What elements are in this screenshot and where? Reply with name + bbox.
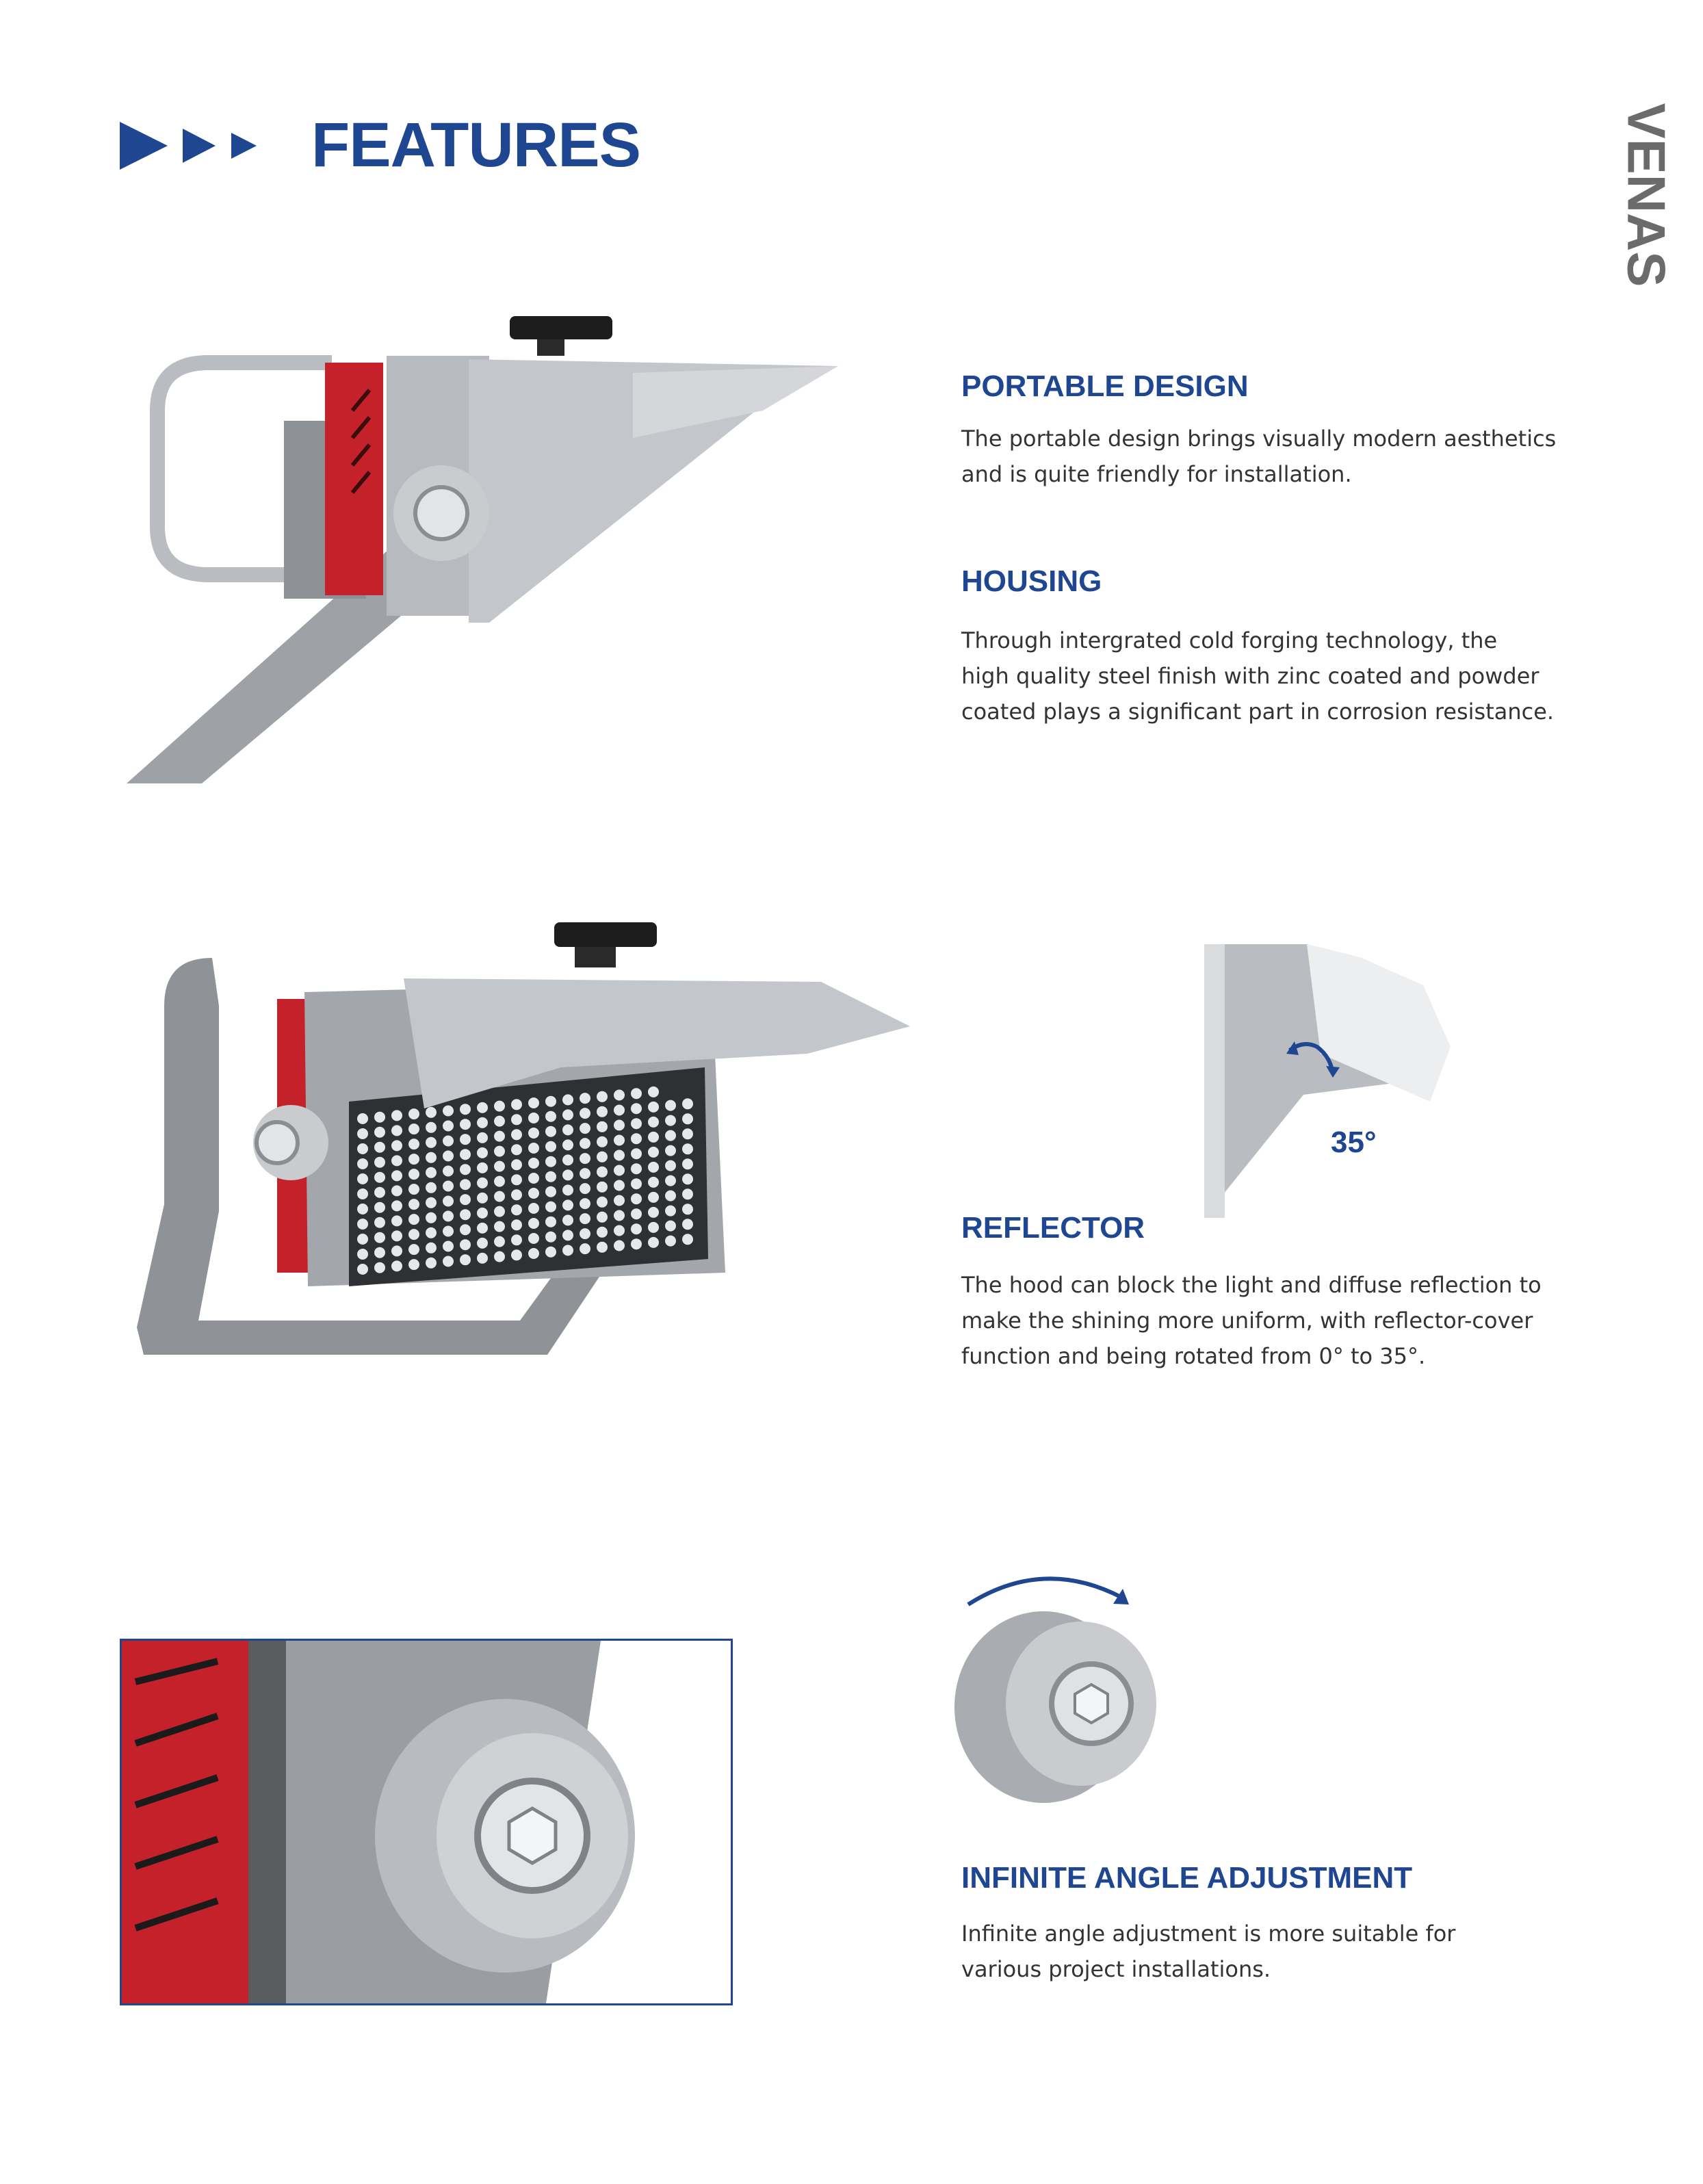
led-dot	[545, 1141, 556, 1152]
led-dot	[648, 1237, 659, 1248]
led-dot	[682, 1204, 693, 1214]
brand-logo	[1615, 103, 1677, 287]
led-dot	[562, 1169, 573, 1180]
led-dot	[562, 1214, 573, 1225]
led-dot	[545, 1111, 556, 1122]
led-dot	[682, 1113, 693, 1124]
led-dot	[511, 1114, 522, 1125]
led-dot	[682, 1219, 693, 1230]
text-line: coated plays a significant part in corrosion resistance.	[961, 699, 1555, 725]
led-dot	[511, 1129, 522, 1140]
led-dot	[580, 1243, 590, 1254]
led-dot	[477, 1208, 488, 1219]
led-dot	[614, 1210, 625, 1221]
led-dot	[631, 1103, 642, 1114]
led-dot	[597, 1242, 608, 1253]
angle-adjustment-knob-image	[954, 1567, 1173, 1813]
led-dot	[460, 1239, 471, 1250]
led-dot	[374, 1232, 385, 1243]
led-dot	[374, 1202, 385, 1213]
led-dot	[408, 1108, 419, 1119]
led-dot	[511, 1144, 522, 1155]
led-dot	[391, 1245, 402, 1256]
led-dot	[528, 1128, 539, 1139]
led-dot	[357, 1113, 368, 1124]
led-dot	[580, 1213, 590, 1224]
led-dot	[545, 1171, 556, 1182]
led-dot	[357, 1249, 368, 1260]
led-dot	[580, 1093, 590, 1104]
led-dot	[580, 1108, 590, 1119]
led-dot	[614, 1150, 625, 1161]
led-dot	[682, 1158, 693, 1169]
led-dot	[511, 1204, 522, 1215]
led-dot	[614, 1195, 625, 1206]
page-title: FEATURES	[311, 110, 640, 180]
led-dot	[511, 1234, 522, 1245]
led-dot	[460, 1104, 471, 1115]
led-dot	[597, 1167, 608, 1178]
led-dot	[511, 1189, 522, 1200]
led-dot	[494, 1146, 505, 1157]
led-dot	[648, 1117, 659, 1128]
led-dot	[426, 1137, 437, 1148]
led-dot	[357, 1128, 368, 1139]
led-dot	[682, 1098, 693, 1109]
led-dot	[391, 1155, 402, 1166]
led-dot	[648, 1087, 659, 1097]
led-dot	[580, 1138, 590, 1149]
led-dot	[443, 1106, 454, 1117]
led-dot	[374, 1262, 385, 1273]
led-dot	[374, 1157, 385, 1168]
led-dot	[665, 1236, 676, 1247]
led-dot	[562, 1109, 573, 1120]
text-line: function and being rotated from 0° to 35°.	[961, 1343, 1426, 1369]
feature-heading-angle-adjustment: INFINITE ANGLE ADJUSTMENT	[961, 1861, 1413, 1895]
led-dot	[545, 1201, 556, 1212]
text-line: The portable design brings visually modern aesthetics	[961, 426, 1557, 452]
led-dot	[648, 1132, 659, 1143]
text-line: make the shining more uniform, with reflector-cover	[961, 1308, 1533, 1334]
led-dot	[426, 1107, 437, 1118]
led-dot	[580, 1168, 590, 1179]
led-dot	[391, 1185, 402, 1196]
led-dot	[477, 1117, 488, 1128]
led-dot	[648, 1162, 659, 1173]
led-dot	[426, 1212, 437, 1223]
led-dot	[545, 1247, 556, 1258]
led-dot	[665, 1115, 676, 1126]
led-dot	[682, 1128, 693, 1139]
led-dot	[426, 1243, 437, 1253]
led-dot	[562, 1154, 573, 1165]
led-dot	[562, 1124, 573, 1135]
header-arrows-icon	[120, 122, 281, 170]
led-dot	[665, 1100, 676, 1111]
text-line: Infinite angle adjustment is more suitable for	[961, 1921, 1456, 1947]
led-dot	[597, 1121, 608, 1132]
led-dot	[631, 1178, 642, 1189]
led-dot	[545, 1217, 556, 1227]
led-dot	[528, 1248, 539, 1259]
led-dot	[408, 1154, 419, 1165]
led-dot	[648, 1147, 659, 1158]
led-dot	[374, 1112, 385, 1123]
led-dot	[460, 1119, 471, 1130]
led-dot	[357, 1219, 368, 1230]
led-dot	[648, 1207, 659, 1218]
led-dot	[460, 1134, 471, 1145]
led-dot	[408, 1214, 419, 1225]
led-dot	[357, 1204, 368, 1214]
led-dot	[580, 1198, 590, 1209]
led-dot	[391, 1260, 402, 1271]
led-dot	[443, 1181, 454, 1192]
led-dot	[511, 1159, 522, 1170]
led-dot	[648, 1177, 659, 1188]
led-dot	[597, 1182, 608, 1193]
led-dot	[391, 1230, 402, 1241]
feature-body-angle-adjustment	[961, 1916, 1577, 1987]
led-dot	[426, 1152, 437, 1163]
led-dot	[443, 1136, 454, 1147]
text-line: The hood can block the light and diffuse reflection to	[961, 1272, 1542, 1298]
floodlight-front-view-image	[137, 917, 937, 1382]
brand-logo-text: VENAS	[1616, 103, 1677, 287]
led-dot	[408, 1199, 419, 1210]
led-dot	[511, 1249, 522, 1260]
led-dot	[494, 1236, 505, 1247]
led-dot	[494, 1116, 505, 1127]
floodlight-side-view-image	[127, 301, 845, 794]
led-dot	[408, 1123, 419, 1134]
led-dot	[614, 1120, 625, 1131]
led-dot	[511, 1219, 522, 1230]
led-dot	[443, 1211, 454, 1222]
led-dot	[631, 1088, 642, 1099]
led-dot	[614, 1090, 625, 1101]
led-dot	[426, 1227, 437, 1238]
led-dot	[528, 1203, 539, 1214]
led-dot	[460, 1194, 471, 1205]
led-dot	[391, 1215, 402, 1226]
led-dot	[443, 1151, 454, 1162]
led-dot	[443, 1241, 454, 1252]
led-dot	[460, 1179, 471, 1190]
led-dot	[528, 1158, 539, 1169]
text-line: high quality steel finish with zinc coated and powder	[961, 663, 1539, 689]
led-dot	[580, 1183, 590, 1194]
led-dot	[494, 1176, 505, 1187]
led-dot	[443, 1196, 454, 1207]
led-dot	[357, 1173, 368, 1184]
led-dot	[545, 1186, 556, 1197]
led-dot	[443, 1121, 454, 1132]
led-dot	[580, 1153, 590, 1164]
led-dot	[477, 1238, 488, 1249]
led-dot	[494, 1131, 505, 1142]
led-dot	[511, 1099, 522, 1110]
led-dot	[528, 1173, 539, 1184]
led-dot	[426, 1258, 437, 1269]
led-dot	[494, 1101, 505, 1112]
led-dot	[477, 1253, 488, 1264]
led-dot	[511, 1174, 522, 1185]
led-dot	[391, 1140, 402, 1151]
led-dot	[648, 1192, 659, 1203]
led-dot	[426, 1167, 437, 1178]
led-dot	[374, 1172, 385, 1183]
led-dot	[562, 1245, 573, 1256]
feature-heading-portable-design: PORTABLE DESIGN	[961, 369, 1249, 403]
led-dot	[580, 1123, 590, 1134]
led-dot	[528, 1188, 539, 1199]
led-dot	[408, 1184, 419, 1195]
led-dot	[374, 1127, 385, 1138]
led-dot	[562, 1139, 573, 1150]
led-dot	[357, 1143, 368, 1154]
led-dot	[665, 1160, 676, 1171]
led-dot	[545, 1232, 556, 1243]
led-dot	[665, 1175, 676, 1186]
led-dot	[682, 1188, 693, 1199]
led-dot	[614, 1180, 625, 1191]
feature-heading-reflector: REFLECTOR	[961, 1211, 1145, 1245]
led-dot	[477, 1193, 488, 1204]
led-dot	[391, 1125, 402, 1136]
led-dot	[545, 1096, 556, 1107]
led-dot	[562, 1199, 573, 1210]
led-dot	[631, 1238, 642, 1249]
led-dot	[528, 1113, 539, 1123]
led-dot	[426, 1197, 437, 1208]
text-line: various project installations.	[961, 1956, 1271, 1982]
led-dot	[357, 1188, 368, 1199]
led-dot	[528, 1233, 539, 1244]
led-dot	[391, 1110, 402, 1121]
led-dot	[494, 1206, 505, 1217]
led-dot	[374, 1142, 385, 1153]
led-dot	[357, 1158, 368, 1169]
led-dot	[614, 1165, 625, 1176]
led-dot	[477, 1102, 488, 1113]
led-dot	[528, 1218, 539, 1229]
led-dot	[408, 1169, 419, 1180]
led-dot	[631, 1163, 642, 1174]
led-dot	[597, 1152, 608, 1162]
led-dot	[494, 1251, 505, 1262]
led-dot	[562, 1230, 573, 1240]
feature-heading-housing: HOUSING	[961, 564, 1102, 598]
led-dot	[408, 1139, 419, 1149]
led-dot	[460, 1254, 471, 1265]
led-dot	[460, 1209, 471, 1220]
led-dot	[477, 1162, 488, 1173]
led-dot	[528, 1097, 539, 1108]
led-dot	[665, 1206, 676, 1217]
knob-closeup-image	[120, 1639, 733, 2005]
led-dot	[357, 1264, 368, 1275]
led-dot	[460, 1164, 471, 1175]
led-dot	[614, 1105, 625, 1116]
led-dot	[545, 1126, 556, 1137]
led-dot	[494, 1221, 505, 1232]
led-dot	[682, 1143, 693, 1154]
led-dot	[648, 1102, 659, 1113]
led-dot	[631, 1118, 642, 1129]
led-dot	[443, 1166, 454, 1177]
reflector-hood-image	[1184, 944, 1457, 1232]
led-dot	[477, 1178, 488, 1188]
led-dot	[648, 1222, 659, 1233]
led-dot	[597, 1197, 608, 1208]
led-dot	[477, 1223, 488, 1234]
feature-body-portable-design	[961, 421, 1577, 492]
led-dot	[357, 1234, 368, 1245]
led-dot	[374, 1217, 385, 1228]
led-dot	[408, 1244, 419, 1255]
led-dot	[374, 1247, 385, 1258]
led-dot	[682, 1234, 693, 1245]
led-dot	[374, 1187, 385, 1198]
led-dot	[597, 1106, 608, 1117]
led-dot	[597, 1136, 608, 1147]
led-dot	[631, 1208, 642, 1219]
led-dot	[391, 1200, 402, 1211]
led-dot	[460, 1149, 471, 1160]
led-dot	[665, 1130, 676, 1141]
led-dot	[665, 1191, 676, 1201]
led-dot	[408, 1229, 419, 1240]
led-dot	[597, 1091, 608, 1102]
led-dot	[391, 1170, 402, 1181]
led-dot	[494, 1161, 505, 1172]
led-dot	[494, 1191, 505, 1202]
led-dot	[614, 1240, 625, 1251]
reflector-angle-label: 35°	[1331, 1126, 1377, 1159]
led-dot	[426, 1122, 437, 1133]
feature-body-housing	[961, 623, 1577, 729]
led-dot	[528, 1143, 539, 1154]
led-dot	[665, 1221, 676, 1232]
led-dot	[631, 1133, 642, 1144]
led-dot	[614, 1135, 625, 1146]
led-dot	[545, 1156, 556, 1167]
led-dot	[477, 1132, 488, 1143]
led-dot	[597, 1227, 608, 1238]
led-dot	[408, 1259, 419, 1270]
led-dot	[614, 1225, 625, 1236]
led-dot	[631, 1223, 642, 1234]
led-dot	[597, 1212, 608, 1223]
led-dot	[682, 1173, 693, 1184]
led-dot	[580, 1228, 590, 1239]
led-dot	[443, 1226, 454, 1237]
led-dot	[426, 1182, 437, 1193]
led-dot	[477, 1147, 488, 1158]
led-dot	[665, 1145, 676, 1156]
text-line: Through intergrated cold forging technology, the	[961, 627, 1498, 653]
led-dot	[562, 1094, 573, 1105]
led-dot	[460, 1224, 471, 1235]
text-line: and is quite friendly for installation.	[961, 461, 1352, 487]
led-dot	[443, 1256, 454, 1267]
led-dot	[631, 1148, 642, 1159]
led-dot	[631, 1193, 642, 1204]
feature-body-reflector	[961, 1267, 1577, 1374]
led-dot	[562, 1184, 573, 1195]
